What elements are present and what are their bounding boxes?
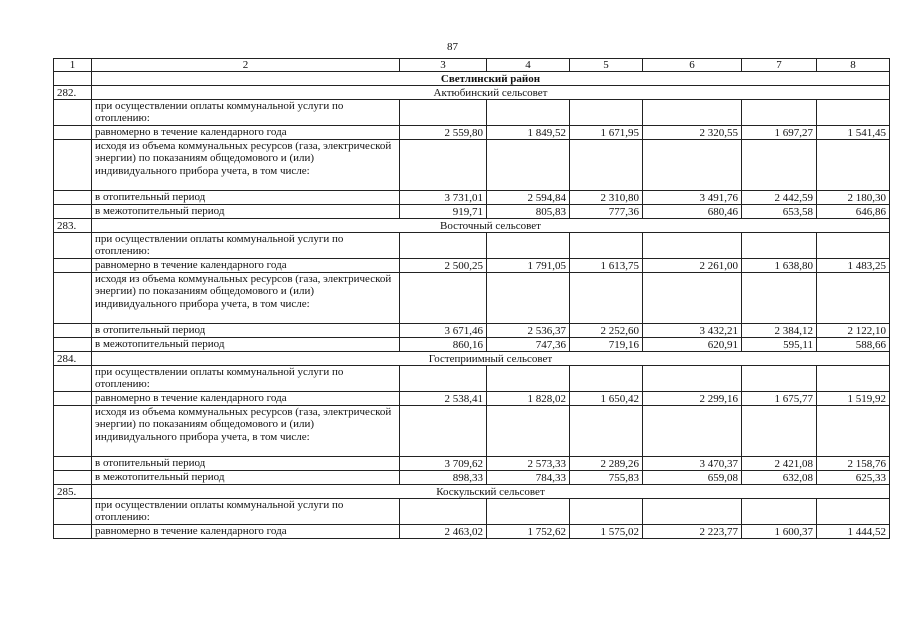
value-cell: 3 491,76 xyxy=(643,191,742,205)
empty-cell xyxy=(400,140,487,191)
empty-cell xyxy=(742,140,817,191)
empty-cell xyxy=(487,140,570,191)
value-cell: 3 671,46 xyxy=(400,324,487,338)
empty-cell xyxy=(487,366,570,392)
value-cell: 2 223,77 xyxy=(643,525,742,539)
row-number-cell xyxy=(54,259,92,273)
table-row xyxy=(54,324,890,338)
column-number-cell: 4 xyxy=(487,59,570,72)
row-description: в межотопительный период xyxy=(92,471,400,485)
value-cell: 2 559,80 xyxy=(400,126,487,140)
value-cell: 2 463,02 xyxy=(400,525,487,539)
value-cell: 659,08 xyxy=(643,471,742,485)
value-cell: 1 519,92 xyxy=(817,392,890,406)
value-cell: 3 709,62 xyxy=(400,457,487,471)
empty-cell xyxy=(742,100,817,126)
value-cell: 2 538,41 xyxy=(400,392,487,406)
row-number-cell xyxy=(54,471,92,485)
row-description: равномерно в течение календарного года xyxy=(92,392,400,406)
value-cell: 777,36 xyxy=(570,205,643,219)
value-cell: 1 697,27 xyxy=(742,126,817,140)
row-description: при осуществлении оплаты коммунальной услуги по отоплению: xyxy=(92,233,400,259)
table-row xyxy=(54,338,890,352)
row-number-cell xyxy=(54,457,92,471)
empty-cell xyxy=(817,233,890,259)
row-number-cell xyxy=(54,324,92,338)
value-cell: 1 600,37 xyxy=(742,525,817,539)
value-cell: 1 671,95 xyxy=(570,126,643,140)
value-cell: 2 500,25 xyxy=(400,259,487,273)
row-description: равномерно в течение календарного года xyxy=(92,525,400,539)
column-number-cell: 2 xyxy=(92,59,400,72)
section-number: 283. xyxy=(54,219,92,233)
table-row xyxy=(54,259,890,273)
empty-cell xyxy=(643,406,742,457)
empty-cell xyxy=(570,100,643,126)
value-cell: 719,16 xyxy=(570,338,643,352)
subregion-row xyxy=(54,86,890,100)
empty-cell xyxy=(643,233,742,259)
value-cell: 2 442,59 xyxy=(742,191,817,205)
subregion-row xyxy=(54,219,890,233)
value-cell: 646,86 xyxy=(817,205,890,219)
value-cell: 1 752,62 xyxy=(487,525,570,539)
value-cell: 2 180,30 xyxy=(817,191,890,205)
value-cell: 2 158,76 xyxy=(817,457,890,471)
row-number-cell xyxy=(54,205,92,219)
row-number-cell xyxy=(54,366,92,392)
value-cell: 632,08 xyxy=(742,471,817,485)
table-row xyxy=(54,406,890,457)
value-cell: 1 575,02 xyxy=(570,525,643,539)
value-cell: 620,91 xyxy=(643,338,742,352)
column-number-cell: 5 xyxy=(570,59,643,72)
subregion-name: Коскульский сельсовет xyxy=(92,485,890,499)
empty-cell xyxy=(400,366,487,392)
row-number-cell xyxy=(54,406,92,457)
section-number: 284. xyxy=(54,352,92,366)
value-cell: 2 384,12 xyxy=(742,324,817,338)
table-row xyxy=(54,499,890,525)
value-cell: 1 849,52 xyxy=(487,126,570,140)
value-cell: 2 573,33 xyxy=(487,457,570,471)
empty-cell xyxy=(817,499,890,525)
empty-cell xyxy=(487,406,570,457)
section-number: 285. xyxy=(54,485,92,499)
empty-cell xyxy=(487,233,570,259)
table-row xyxy=(54,471,890,485)
value-cell: 2 320,55 xyxy=(643,126,742,140)
empty-cell xyxy=(742,366,817,392)
empty-cell xyxy=(400,406,487,457)
column-number-cell: 7 xyxy=(742,59,817,72)
row-description: при осуществлении оплаты коммунальной услуги по отоплению: xyxy=(92,366,400,392)
table-row xyxy=(54,191,890,205)
row-description: в межотопительный период xyxy=(92,338,400,352)
row-description: в отопительный период xyxy=(92,324,400,338)
row-number-cell xyxy=(54,140,92,191)
subregion-name: Актюбинский сельсовет xyxy=(92,86,890,100)
empty-cell xyxy=(643,499,742,525)
empty-cell xyxy=(643,273,742,324)
subregion-name: Гостеприимный сельсовет xyxy=(92,352,890,366)
empty-cell xyxy=(487,499,570,525)
row-number-cell xyxy=(54,100,92,126)
row-number-cell xyxy=(54,233,92,259)
table-row xyxy=(54,366,890,392)
table-row xyxy=(54,233,890,259)
row-description: в отопительный период xyxy=(92,457,400,471)
row-number-cell xyxy=(54,126,92,140)
column-number-cell: 1 xyxy=(54,59,92,72)
column-number-cell: 6 xyxy=(643,59,742,72)
empty-cell xyxy=(817,140,890,191)
value-cell: 680,46 xyxy=(643,205,742,219)
empty-cell xyxy=(817,100,890,126)
subregion-row xyxy=(54,485,890,499)
value-cell: 2 122,10 xyxy=(817,324,890,338)
value-cell: 1 483,25 xyxy=(817,259,890,273)
tariff-table xyxy=(53,58,890,539)
table-row xyxy=(54,126,890,140)
value-cell: 1 675,77 xyxy=(742,392,817,406)
empty-cell xyxy=(643,100,742,126)
column-number-cell: 3 xyxy=(400,59,487,72)
value-cell: 3 470,37 xyxy=(643,457,742,471)
value-cell: 1 791,05 xyxy=(487,259,570,273)
row-description: при осуществлении оплаты коммунальной услуги по отоплению: xyxy=(92,100,400,126)
empty-cell xyxy=(570,366,643,392)
empty-cell xyxy=(400,273,487,324)
value-cell: 595,11 xyxy=(742,338,817,352)
row-number-cell xyxy=(54,72,92,86)
value-cell: 755,83 xyxy=(570,471,643,485)
empty-cell xyxy=(643,366,742,392)
value-cell: 898,33 xyxy=(400,471,487,485)
row-description: в отопительный период xyxy=(92,191,400,205)
value-cell: 1 444,52 xyxy=(817,525,890,539)
row-number-cell xyxy=(54,499,92,525)
value-cell: 2 310,80 xyxy=(570,191,643,205)
value-cell: 2 289,26 xyxy=(570,457,643,471)
value-cell: 2 261,00 xyxy=(643,259,742,273)
column-number-row xyxy=(54,59,890,72)
value-cell: 919,71 xyxy=(400,205,487,219)
region-row xyxy=(54,72,890,86)
empty-cell xyxy=(400,233,487,259)
column-number-cell: 8 xyxy=(817,59,890,72)
subregion-name: Восточный сельсовет xyxy=(92,219,890,233)
row-description: исходя из объема коммунальных ресурсов (газа, электрической энергии) по показаниям общедомового и (или) индивидуального прибора учета, в том числе: xyxy=(92,273,400,324)
table-row xyxy=(54,140,890,191)
value-cell: 747,36 xyxy=(487,338,570,352)
value-cell: 2 299,16 xyxy=(643,392,742,406)
table-row xyxy=(54,205,890,219)
value-cell: 3 731,01 xyxy=(400,191,487,205)
empty-cell xyxy=(817,366,890,392)
row-number-cell xyxy=(54,338,92,352)
row-number-cell xyxy=(54,525,92,539)
row-description: равномерно в течение календарного года xyxy=(92,259,400,273)
value-cell: 1 828,02 xyxy=(487,392,570,406)
empty-cell xyxy=(570,406,643,457)
value-cell: 1 650,42 xyxy=(570,392,643,406)
empty-cell xyxy=(643,140,742,191)
region-title: Светлинский район xyxy=(92,72,890,86)
section-number: 282. xyxy=(54,86,92,100)
empty-cell xyxy=(742,499,817,525)
empty-cell xyxy=(570,140,643,191)
value-cell: 784,33 xyxy=(487,471,570,485)
value-cell: 1 541,45 xyxy=(817,126,890,140)
empty-cell xyxy=(742,273,817,324)
empty-cell xyxy=(570,499,643,525)
empty-cell xyxy=(742,233,817,259)
empty-cell xyxy=(742,406,817,457)
row-number-cell xyxy=(54,273,92,324)
value-cell: 1 613,75 xyxy=(570,259,643,273)
empty-cell xyxy=(487,273,570,324)
empty-cell xyxy=(487,100,570,126)
empty-cell xyxy=(570,273,643,324)
value-cell: 588,66 xyxy=(817,338,890,352)
row-number-cell xyxy=(54,392,92,406)
table-row xyxy=(54,100,890,126)
table-row xyxy=(54,392,890,406)
row-description: исходя из объема коммунальных ресурсов (газа, электрической энергии) по показаниям общедомового и (или) индивидуального прибора учета, в том числе: xyxy=(92,406,400,457)
value-cell: 625,33 xyxy=(817,471,890,485)
value-cell: 3 432,21 xyxy=(643,324,742,338)
row-description: в межотопительный период xyxy=(92,205,400,219)
value-cell: 1 638,80 xyxy=(742,259,817,273)
value-cell: 860,16 xyxy=(400,338,487,352)
row-number-cell xyxy=(54,191,92,205)
value-cell: 2 252,60 xyxy=(570,324,643,338)
table-row xyxy=(54,273,890,324)
row-description: равномерно в течение календарного года xyxy=(92,126,400,140)
subregion-row xyxy=(54,352,890,366)
row-description: исходя из объема коммунальных ресурсов (газа, электрической энергии) по показаниям общедомового и (или) индивидуального прибора учета, в том числе: xyxy=(92,140,400,191)
value-cell: 2 536,37 xyxy=(487,324,570,338)
empty-cell xyxy=(400,499,487,525)
value-cell: 2 421,08 xyxy=(742,457,817,471)
empty-cell xyxy=(400,100,487,126)
page-number: 87 xyxy=(447,41,458,53)
value-cell: 805,83 xyxy=(487,205,570,219)
table-row xyxy=(54,457,890,471)
empty-cell xyxy=(570,233,643,259)
empty-cell xyxy=(817,406,890,457)
table-row xyxy=(54,525,890,539)
value-cell: 2 594,84 xyxy=(487,191,570,205)
empty-cell xyxy=(817,273,890,324)
value-cell: 653,58 xyxy=(742,205,817,219)
row-description: при осуществлении оплаты коммунальной услуги по отоплению: xyxy=(92,499,400,525)
